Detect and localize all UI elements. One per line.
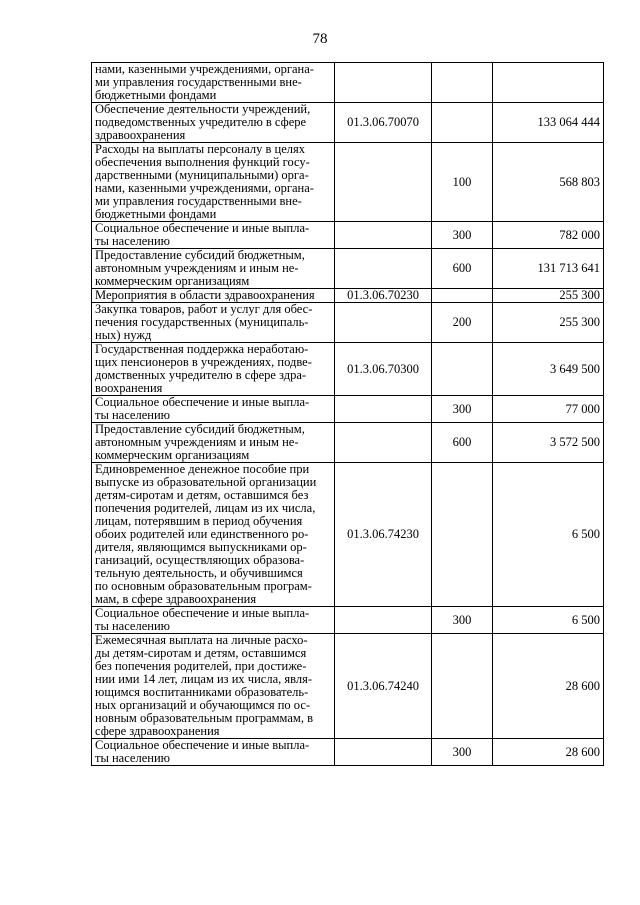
row-sum-cell: 133 064 444: [493, 103, 604, 143]
row-name-line: печения государственных (муниципаль-: [95, 315, 309, 329]
row-name-line: дарственными (муниципальными) орга-: [95, 168, 309, 182]
row-name-cell: [92, 634, 335, 739]
row-code-cell: [335, 423, 432, 463]
table-row: [92, 343, 604, 396]
row-name-line: по основным образовательным програм-: [95, 579, 312, 593]
row-name-line: автономным учреждениям и иным не-: [95, 261, 299, 275]
row-name-line: ты населению: [95, 751, 170, 765]
row-name-line: нами, казенными учреждениями, органа-: [95, 181, 314, 195]
row-expense-type-cell: 100: [432, 143, 493, 222]
row-name-line: дителя, являющимся выпускниками ор-: [95, 540, 307, 554]
row-code-cell: [335, 739, 432, 766]
row-name-cell: [92, 289, 335, 303]
row-name-line: Ежемесячная выплата на личные расхо-: [95, 633, 308, 647]
row-name-line: попечения родителей, лицам из их числа,: [95, 501, 316, 515]
row-name-line: Предоставление субсидий бюджетным,: [95, 248, 305, 262]
row-code-cell: [335, 396, 432, 423]
row-name-cell: [92, 343, 335, 396]
table-row: [92, 103, 604, 143]
row-name-line: ных) нужд: [95, 328, 152, 342]
page-number: 78: [312, 31, 328, 47]
row-name-line: Предоставление субсидий бюджетным,: [95, 422, 305, 436]
table-row: [92, 249, 604, 289]
row-expense-type-cell: [432, 289, 493, 303]
row-name-line: лицам, потерявшим в период обучения: [95, 514, 303, 528]
row-name-line: Закупка товаров, работ и услуг для обес-: [95, 302, 313, 316]
table-row: [92, 607, 604, 634]
row-name-line: Единовременное денежное пособие при: [95, 462, 310, 476]
row-name-line: Социальное обеспечение и иные выпла-: [95, 395, 310, 409]
row-sum-cell: 3 572 500: [493, 423, 604, 463]
row-expense-type-cell: [432, 103, 493, 143]
row-expense-type-cell: 600: [432, 423, 493, 463]
row-sum-cell: 255 300: [493, 303, 604, 343]
row-expense-type-cell: [432, 63, 493, 103]
row-code-cell: 01.3.06.70300: [335, 343, 432, 396]
row-name-line: Государственная поддержка неработаю-: [95, 342, 309, 356]
row-name-line: Обеспечение деятельности учреждений,: [95, 102, 311, 116]
row-name-line: коммерческим организациям: [95, 448, 250, 462]
row-name-line: Социальное обеспечение и иные выпла-: [95, 738, 310, 752]
table-row: [92, 396, 604, 423]
row-name-line: сфере здравоохранения: [95, 724, 220, 738]
row-sum-cell: [493, 63, 604, 103]
row-name-line: воохранения: [95, 381, 163, 395]
row-name-cell: [92, 222, 335, 249]
row-name-line: подведомственных учредителю в сфере: [95, 115, 307, 129]
row-sum-cell: 6 500: [493, 463, 604, 607]
table-row: [92, 423, 604, 463]
table-row: [92, 303, 604, 343]
row-expense-type-cell: [432, 343, 493, 396]
row-name-line: ты населению: [95, 408, 170, 422]
row-name-line: ми управления государственными вне-: [95, 194, 302, 208]
row-sum-cell: 782 000: [493, 222, 604, 249]
row-code-cell: 01.3.06.70070: [335, 103, 432, 143]
row-name-line: бюджетными фондами: [95, 207, 217, 221]
table-row: [92, 463, 604, 607]
row-name-line: ты населению: [95, 619, 170, 633]
table-row: [92, 143, 604, 222]
row-expense-type-cell: 300: [432, 222, 493, 249]
row-name-line: новным образовательным программам, в: [95, 711, 313, 725]
row-name-cell: [92, 249, 335, 289]
row-name-line: обеспечения выполнения функций госу-: [95, 155, 310, 169]
row-name-cell: [92, 463, 335, 607]
row-name-line: Социальное обеспечение и иные выпла-: [95, 221, 310, 235]
row-name-line: автономным учреждениям и иным не-: [95, 435, 299, 449]
row-name-line: щих пенсионеров в учреждениях, подве-: [95, 355, 312, 369]
row-sum-cell: 28 600: [493, 739, 604, 766]
row-code-cell: [335, 249, 432, 289]
row-name-line: ты населению: [95, 234, 170, 248]
row-name-cell: [92, 103, 335, 143]
row-expense-type-cell: 200: [432, 303, 493, 343]
row-sum-cell: 131 713 641: [493, 249, 604, 289]
row-code-cell: 01.3.06.74230: [335, 463, 432, 607]
row-name-line: Расходы на выплаты персоналу в целях: [95, 142, 305, 156]
row-name-line: обоих родителей или единственного ро-: [95, 527, 309, 541]
row-sum-cell: 28 600: [493, 634, 604, 739]
row-name-line: здравоохранения: [95, 128, 186, 142]
row-expense-type-cell: 300: [432, 739, 493, 766]
row-expense-type-cell: [432, 634, 493, 739]
row-name-cell: [92, 143, 335, 222]
row-code-cell: 01.3.06.70230: [335, 289, 432, 303]
row-name-line: выпуске из образовательной организации: [95, 475, 317, 489]
table-row: [92, 739, 604, 766]
row-name-cell: [92, 396, 335, 423]
table-row: [92, 63, 604, 103]
row-code-cell: 01.3.06.74240: [335, 634, 432, 739]
row-name-cell: [92, 423, 335, 463]
table-row: [92, 222, 604, 249]
budget-table: [91, 62, 604, 766]
row-name-line: ды детям-сиротам и детям, оставшимся: [95, 646, 307, 660]
row-code-cell: [335, 303, 432, 343]
row-expense-type-cell: [432, 463, 493, 607]
row-name-line: нами, казенными учреждениями, органа-: [95, 62, 314, 76]
row-name-line: коммерческим организациям: [95, 274, 250, 288]
row-sum-cell: 255 300: [493, 289, 604, 303]
row-sum-cell: 6 500: [493, 607, 604, 634]
row-name-line: Мероприятия в области здравоохранения: [95, 288, 315, 302]
row-name-line: ных организаций и обучающимся по ос-: [95, 698, 311, 712]
table-row: [92, 289, 604, 303]
row-name-cell: [92, 607, 335, 634]
row-name-line: без попечения родителей, при достиже-: [95, 659, 307, 673]
row-name-cell: [92, 63, 335, 103]
row-name-line: детям-сиротам и детям, оставшимся без: [95, 488, 309, 502]
row-name-line: ющимся воспитанниками образователь-: [95, 685, 309, 699]
row-sum-cell: 3 649 500: [493, 343, 604, 396]
row-name-line: домственных учредителю в сфере здра-: [95, 368, 307, 382]
row-expense-type-cell: 300: [432, 396, 493, 423]
row-code-cell: [335, 607, 432, 634]
row-name-line: тельную деятельность, и обучившимся: [95, 566, 303, 580]
table-row: [92, 634, 604, 739]
row-code-cell: [335, 222, 432, 249]
row-name-cell: [92, 739, 335, 766]
row-name-line: мам, в сфере здравоохранения: [95, 592, 257, 606]
row-expense-type-cell: 300: [432, 607, 493, 634]
row-sum-cell: 77 000: [493, 396, 604, 423]
row-sum-cell: 568 803: [493, 143, 604, 222]
row-name-cell: [92, 303, 335, 343]
row-name-line: Социальное обеспечение и иные выпла-: [95, 606, 310, 620]
budget-table-body: [92, 63, 604, 766]
row-name-line: ми управления государственными вне-: [95, 75, 302, 89]
row-code-cell: [335, 143, 432, 222]
row-name-line: бюджетными фондами: [95, 88, 217, 102]
row-expense-type-cell: 600: [432, 249, 493, 289]
row-name-line: ганизаций, осуществляющих образова-: [95, 553, 305, 567]
row-name-line: нии ими 14 лет, лицам из их числа, явля-: [95, 672, 313, 686]
row-code-cell: [335, 63, 432, 103]
